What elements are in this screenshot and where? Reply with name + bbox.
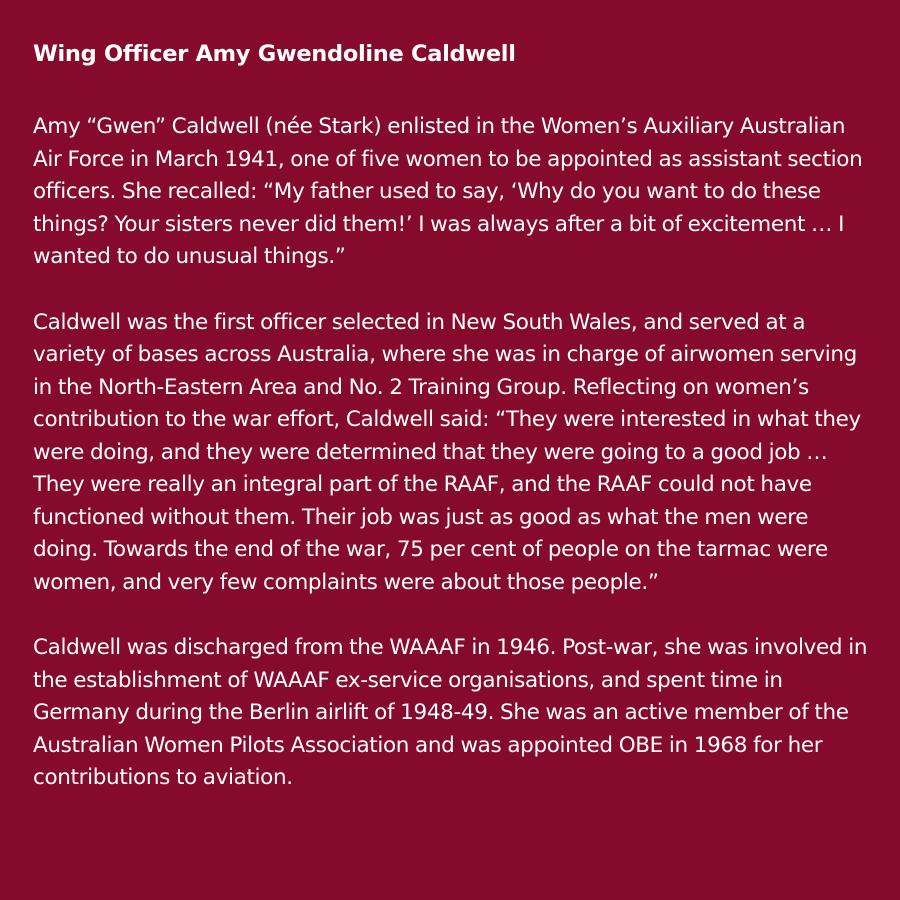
page-title: Wing Officer Amy Gwendoline Caldwell [33, 41, 516, 67]
paragraph-service: Caldwell was the first officer selected in New South Wales, and served at a variety of bases across Australia, where she was in charge of airwomen serving in the North-Eastern Area and No. 2 Training Group. Reflecting on women’s contribution to the war effort, Caldwell said: “They were interested in what they were doing, and they were determined that they were going to a good job … They were really an integral part of the RAAF, and the RAAF could not have functioned without them. Their job was just as good as what the men were doing. Towards the end of the war, 75 per cent of people on the tarmac were women, and very few complaints were about those people.” [33, 309, 861, 595]
paragraph-enlistment: Amy “Gwen” Caldwell (née Stark) enlisted in the Women’s Auxiliary Australian Air Force in March 1941, one of five women to be appointed as assistant section officers. She recalled: “My father used to say, ‘Why do you want to do these things? Your sisters never did them!’ I was always after a bit of excitement … I wanted to do unusual things.” [33, 114, 863, 269]
paragraph-post-war: Caldwell was discharged from the WAAAF in 1946. Post-war, she was involved in the establishment of WAAAF ex-service organisations, and spent time in Germany during the Berlin airlift of 1948-49. She was an active member of the Australian Women Pilots Association and was appointed OBE in 1968 for her contributions to aviation. [33, 635, 868, 790]
